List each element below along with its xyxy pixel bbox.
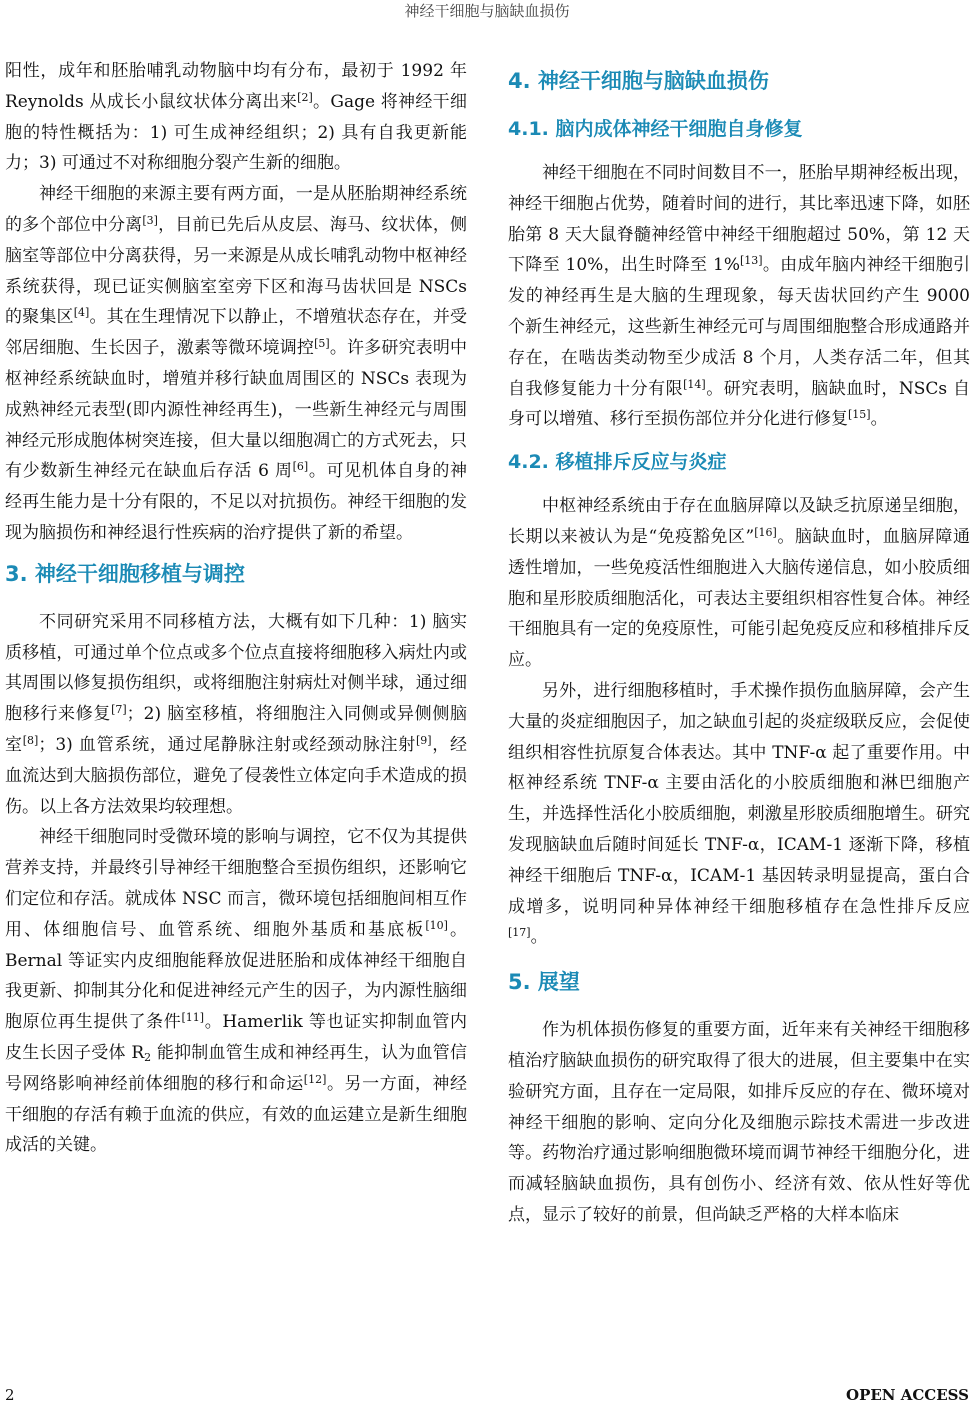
citation[interactable]: [11] xyxy=(181,1011,205,1025)
running-title: 神经干细胞与脑缺血损伤 xyxy=(404,2,570,20)
citation[interactable]: [6] xyxy=(292,460,309,474)
citation[interactable]: [3] xyxy=(142,213,158,227)
subscript: 2 xyxy=(144,1050,152,1064)
paragraph-immune-privilege: 中枢神经系统由于存在血脑屏障以及缺乏抗原递呈细胞，长期以来被认为是“免疫豁免区”[16]。脑缺血时，血脑屏障通透性增加，一些免疫活性细胞进入大脑传递信息，如小胶质细胞和星形胶质细胞活化，可表达主要组织相容性复合体。神经干细胞具有一定的免疫原性，可能引起免疫反应和移植排斥反应。 xyxy=(508,496,970,671)
citation[interactable]: [13] xyxy=(739,254,763,268)
subsection-heading-4-2: 4.2. 移植排斥反应与炎症 xyxy=(508,451,727,474)
subsection-heading-4-1: 4.1. 脑内成体神经干细胞自身修复 xyxy=(508,118,803,140)
left-column xyxy=(5,56,467,1161)
citation[interactable]: [16] xyxy=(754,525,777,539)
section-heading-5: 5. 展望 xyxy=(508,970,580,995)
paragraph-inflammation: 另外，进行细胞移植时，手术操作损伤血脑屏障，会产生大量的炎症细胞因子，加之缺血引起的炎症级联反应，会促使组织相容性抗原复合体表达。其中 TNF-α 起了重要作用。中枢神经系统 TNF-α 主要由活化的小胶质细胞和淋巴细胞产生，并选择性活化小胶质细胞，刺激星形胶质细胞增生。研究发现脑缺血后随时间延长 TNF-α，ICAM-1 逐渐下降，移植神经干细胞后 TNF-α，ICAM-1 基因转录明显提高，蛋白合成增多，说明同种异体神经干细胞移植存在急性排斥反应[17]。 xyxy=(508,680,970,948)
paragraph-self-repair: 神经干细胞在不同时间数目不一，胚胎早期神经板出现，神经干细胞占优势，随着时间的进行，其比率迅速下降，如胚胎第 8 天大鼠脊髓神经管中神经干细胞超过 50%，第 12 天下降至 10%，出生时降至 1%[13]。由成年脑内神经干细胞引发的神经再生是大脑的生理现象，每天齿状回约产生 9000 个新生神经元，这些新生神经元可与周围细胞整合形成通路并存在，在啮齿类动物至少成活 8 个月，人类存活二年，但其自我修复能力十分有限[14]。研究表明，脑缺血时，NSCs 自身可以增殖、移行至损伤部位并分化进行修复[15]。 xyxy=(508,163,971,430)
paragraph-nsc-sources: 神经干细胞的来源主要有两方面，一是从胚胎期神经系统的多个部位中分离[3]，目前已先后从皮层、海马、纹状体，侧脑室等部位中分离获得，另一来源是从成长哺乳动物中枢神经系统获得，现已证实侧脑室室旁下区和海马齿状回是 NSCs 的聚集区[4]。其在生理情况下以静止，不增殖状态存在，并受邻居细胞、生长因子，激素等微环境调控[5]。许多研究表明中枢神经系统缺血时，增殖并移行缺血周围区的 NSCs 表现为成熟神经元表型(即内源性神经再生)，一些新生神经元与周围神经元形成胞体树突连接，但大量以细胞凋亡的方式死去，只有少数新生神经元在缺血后存活 6 周[6]。可见机体自身的神经再生能力是十分有限的，不足以对抗损伤。神经干细胞的发现为脑损伤和神经退行性疾病的治疗提供了新的希望。 xyxy=(5,184,468,543)
paragraph-microenvironment: 神经干细胞同时受微环境的影响与调控，它不仅为其提供营养支持，并最终引导神经干细胞整合至损伤组织，还影响它们定位和存活。就成体 NSC 而言，微环境包括细胞间相互作用、体细胞信号、血管系统、细胞外基质和基底板[10]。Bernal 等证实内皮细胞能释放促进胚胎和成体神经干细胞自我更新、抑制其分化和促进神经元产生的因子，为内源性脑细胞原位再生提供了条件[11]。Hamerlik 等也证实抑制血管内皮生长因子受体 $R_2$ 能抑制血管生成和神经再生，认为血管信号网络影响神经前体细胞的移行和命运[12]。另一方面，神经干细胞的存活有赖于血流的供应，有效的血运建立是新生细胞成活的关键。 xyxy=(5,827,468,1156)
citation[interactable]: [2] xyxy=(297,90,313,104)
citation[interactable]: [9] xyxy=(415,733,432,747)
page-number: 2 xyxy=(5,1386,15,1404)
citation[interactable]: [17] xyxy=(508,926,531,940)
paragraph-continued: 阳性，成年和胚胎哺乳动物脑中均有分布，最初于 1992 年 Reynolds 从成长小鼠纹状体分离出来[2]。Gage 将神经干细胞的特性概括为：1) 可生成神经组织；2) 具有自我更新能力；3) 可通过不对称细胞分裂产生新的细胞。 xyxy=(5,61,467,174)
citation[interactable]: [4] xyxy=(73,306,90,320)
section-heading-3: 3. 神经干细胞移植与调控 xyxy=(5,561,245,586)
citation[interactable]: [12] xyxy=(303,1072,327,1086)
right-column xyxy=(508,56,970,1231)
citation[interactable]: [10] xyxy=(425,918,448,932)
paragraph-outlook: 作为机体损伤修复的重要方面，近年来有关神经干细胞移植治疗脑缺血损伤的研究取得了很大的进展，但主要集中在实验研究方面，且存在一定局限，如排斥反应的存在、微环境对神经干细胞的影响、定向分化及细胞示踪技术需进一步改进等。药物治疗通过影响细胞微环境而调节神经干细胞分化，进而减轻脑缺血损伤，具有创伤小、经济有效、依从性好等优点，显示了较好的前景，但尚缺乏严格的大样本临床 xyxy=(508,1020,970,1225)
citation[interactable]: [7] xyxy=(111,703,127,717)
open-access-label: OPEN ACCESS xyxy=(846,1386,969,1404)
paragraph-transplant-methods: 不同研究采用不同移植方法，大概有如下几种：1) 脑实质移植，可通过单个位点或多个位点直接将细胞移入病灶内或其周围以修复损伤组织，或将细胞注射病灶对侧半球，通过细胞移行来修复[7]；2) 脑室移植，将细胞注入同侧或异侧侧脑室[8]；3) 血管系统，通过尾静脉注射或经颈动脉注射[9]，经血流达到大脑损伤部位，避免了侵袭性立体定向手术造成的损伤。以上各方法效果均较理想。 xyxy=(5,611,468,817)
citation[interactable]: [5] xyxy=(314,337,330,351)
citation[interactable]: [8] xyxy=(22,733,39,747)
section-heading-4: 4. 神经干细胞与脑缺血损伤 xyxy=(508,69,769,93)
citation[interactable]: [15] xyxy=(848,408,871,422)
citation[interactable]: [14] xyxy=(683,377,706,391)
